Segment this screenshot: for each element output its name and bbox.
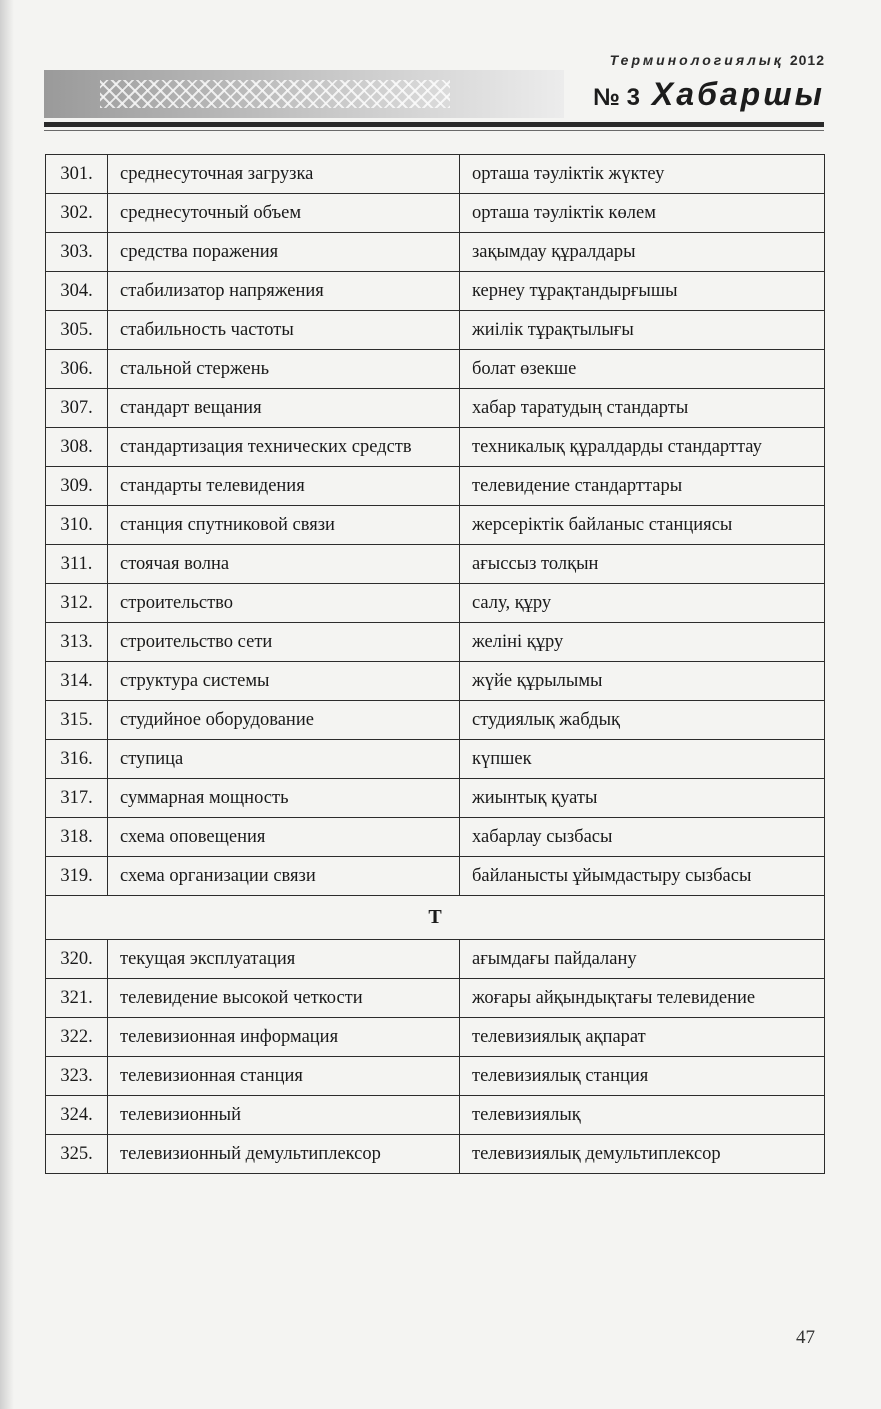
term-number: 312. (46, 584, 108, 623)
term-kazakh: күпшек (460, 740, 825, 779)
term-kazakh: жиынтық қуаты (460, 779, 825, 818)
term-number: 305. (46, 311, 108, 350)
term-russian: схема организации связи (108, 857, 460, 896)
term-russian: строительство (108, 584, 460, 623)
ornament-pattern (100, 80, 450, 108)
term-number: 302. (46, 194, 108, 233)
term-russian: телевидение высокой четкости (108, 979, 460, 1018)
term-kazakh: хабарлау сызбасы (460, 818, 825, 857)
term-row (46, 428, 825, 467)
term-kazakh: ағымдағы пайдалану (460, 940, 825, 979)
term-row (46, 545, 825, 584)
terms-rows-s (46, 155, 825, 896)
page-header (0, 0, 881, 140)
terms-table (45, 154, 825, 1174)
term-kazakh: жүйе құрылымы (460, 662, 825, 701)
issue-number: № 3 (593, 84, 640, 111)
term-number: 323. (46, 1057, 108, 1096)
term-russian: стандарты телевидения (108, 467, 460, 506)
section-letter: Т (46, 896, 825, 940)
term-kazakh: байланысты ұйымдастыру сызбасы (460, 857, 825, 896)
term-kazakh: желіні құру (460, 623, 825, 662)
term-number: 309. (46, 467, 108, 506)
term-kazakh: салу, құру (460, 584, 825, 623)
journal-name-line (610, 52, 825, 68)
term-number: 304. (46, 272, 108, 311)
term-row (46, 233, 825, 272)
journal-title: Хабаршы (651, 76, 825, 112)
section-row (46, 896, 825, 940)
term-number: 307. (46, 389, 108, 428)
term-number: 319. (46, 857, 108, 896)
term-russian: телевизионный демультиплексор (108, 1135, 460, 1174)
term-number: 322. (46, 1018, 108, 1057)
term-number: 315. (46, 701, 108, 740)
term-row (46, 662, 825, 701)
term-number: 316. (46, 740, 108, 779)
term-row (46, 584, 825, 623)
term-kazakh: телевизиялық (460, 1096, 825, 1135)
term-row (46, 701, 825, 740)
term-number: 313. (46, 623, 108, 662)
term-row (46, 940, 825, 979)
term-number: 303. (46, 233, 108, 272)
term-row (46, 389, 825, 428)
term-row (46, 467, 825, 506)
term-kazakh: жоғары айқындықтағы телевидение (460, 979, 825, 1018)
term-kazakh: зақымдау құралдары (460, 233, 825, 272)
scan-edge-shadow (0, 0, 14, 1409)
ornament-banner (44, 70, 564, 118)
term-kazakh: кернеу тұрақтандырғышы (460, 272, 825, 311)
term-russian: стандарт вещания (108, 389, 460, 428)
term-russian: стальной стержень (108, 350, 460, 389)
term-russian: студийное оборудование (108, 701, 460, 740)
term-row (46, 272, 825, 311)
term-kazakh: орташа тәуліктік көлем (460, 194, 825, 233)
term-row (46, 155, 825, 194)
term-russian: телевизионная станция (108, 1057, 460, 1096)
term-row (46, 506, 825, 545)
term-number: 320. (46, 940, 108, 979)
term-russian: стандартизация технических средств (108, 428, 460, 467)
term-number: 314. (46, 662, 108, 701)
term-russian: структура системы (108, 662, 460, 701)
term-russian: стоячая волна (108, 545, 460, 584)
term-number: 310. (46, 506, 108, 545)
term-russian: телевизионный (108, 1096, 460, 1135)
term-kazakh: телевидение стандарттары (460, 467, 825, 506)
term-row (46, 1135, 825, 1174)
term-russian: текущая эксплуатация (108, 940, 460, 979)
term-russian: суммарная мощность (108, 779, 460, 818)
term-row (46, 979, 825, 1018)
term-row (46, 623, 825, 662)
term-russian: стабильность частоты (108, 311, 460, 350)
term-number: 318. (46, 818, 108, 857)
term-kazakh: ағыссыз толқын (460, 545, 825, 584)
term-kazakh: телевизиялық станция (460, 1057, 825, 1096)
term-kazakh: болат өзекше (460, 350, 825, 389)
term-kazakh: телевизиялық ақпарат (460, 1018, 825, 1057)
term-russian: средства поражения (108, 233, 460, 272)
term-row (46, 779, 825, 818)
term-row (46, 350, 825, 389)
term-number: 325. (46, 1135, 108, 1174)
term-russian: телевизионная информация (108, 1018, 460, 1057)
term-kazakh: телевизиялық демультиплексор (460, 1135, 825, 1174)
section-header (46, 896, 825, 940)
term-number: 321. (46, 979, 108, 1018)
term-row (46, 1096, 825, 1135)
term-russian: ступица (108, 740, 460, 779)
term-row (46, 1018, 825, 1057)
term-number: 317. (46, 779, 108, 818)
term-row (46, 740, 825, 779)
term-russian: строительство сети (108, 623, 460, 662)
term-russian: среднесуточная загрузка (108, 155, 460, 194)
term-number: 311. (46, 545, 108, 584)
terms-rows-t (46, 940, 825, 1174)
term-number: 308. (46, 428, 108, 467)
journal-year: 2012 (789, 52, 825, 68)
term-kazakh: хабар таратудың стандарты (460, 389, 825, 428)
term-kazakh: техникалық құралдарды стандарттау (460, 428, 825, 467)
term-number: 306. (46, 350, 108, 389)
term-number: 324. (46, 1096, 108, 1135)
term-kazakh: жиілік тұрақтылығы (460, 311, 825, 350)
term-row (46, 1057, 825, 1096)
term-row (46, 194, 825, 233)
term-kazakh: жерсеріктік байланыс станциясы (460, 506, 825, 545)
term-row (46, 311, 825, 350)
header-rule-thick (44, 122, 824, 127)
header-rule-thin (44, 130, 824, 131)
page-number: 47 (796, 1327, 815, 1348)
term-row (46, 857, 825, 896)
term-russian: стабилизатор напряжения (108, 272, 460, 311)
term-russian: среднесуточный объем (108, 194, 460, 233)
term-row (46, 818, 825, 857)
term-russian: станция спутниковой связи (108, 506, 460, 545)
term-russian: схема оповещения (108, 818, 460, 857)
term-number: 301. (46, 155, 108, 194)
term-kazakh: орташа тәуліктік жүктеу (460, 155, 825, 194)
term-kazakh: студиялық жабдық (460, 701, 825, 740)
issue-title (593, 76, 825, 113)
journal-name: Терминологиялық (609, 52, 784, 68)
